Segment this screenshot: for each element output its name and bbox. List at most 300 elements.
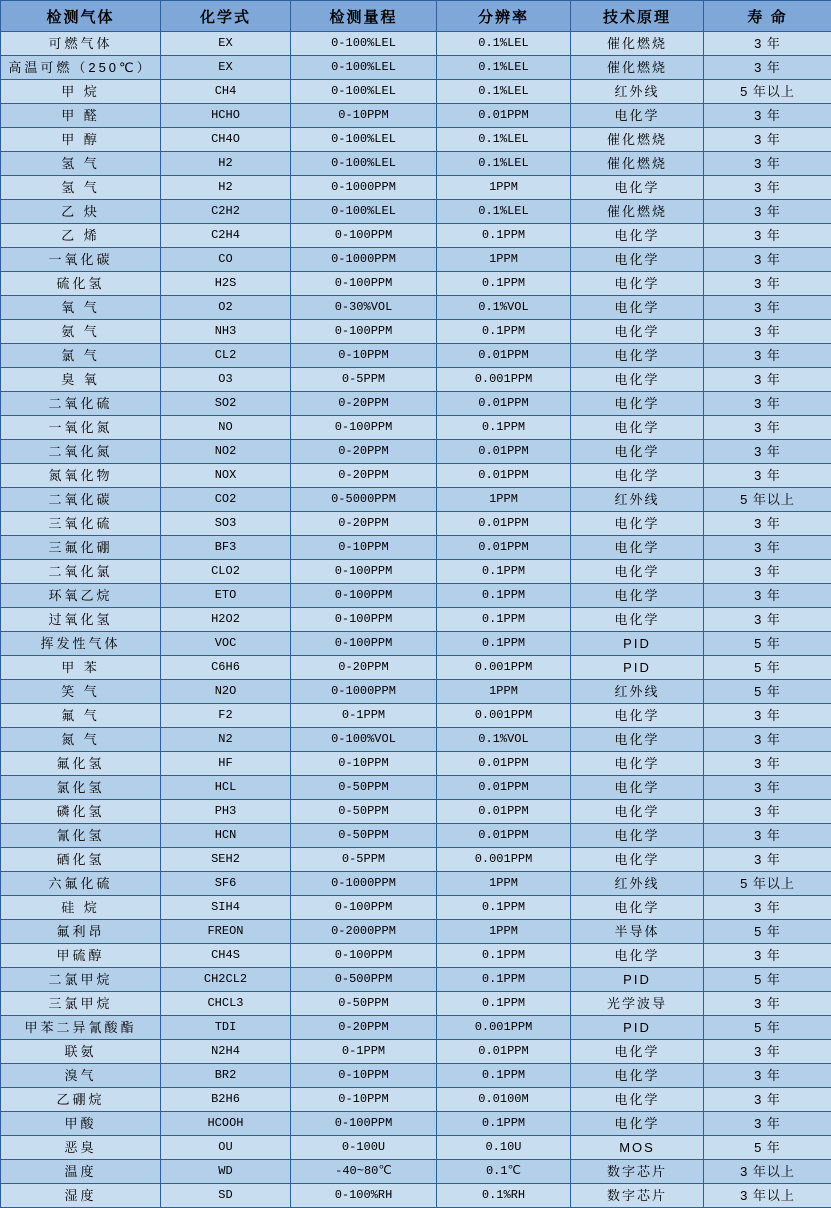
table-row — [1, 1184, 831, 1208]
cell-principle: 电化学 — [571, 1040, 704, 1064]
cell-range: 0-100%LEL — [291, 128, 437, 152]
cell-gas: 氟 气 — [1, 704, 161, 728]
cell-principle: 电化学 — [571, 512, 704, 536]
cell-gas: 氮氧化物 — [1, 464, 161, 488]
cell-resolution: 0.01PPM — [437, 512, 571, 536]
cell-principle: 电化学 — [571, 344, 704, 368]
cell-range: 0-50PPM — [291, 992, 437, 1016]
cell-lifetime: 3 年 — [704, 608, 831, 632]
table-header — [1, 1, 831, 32]
cell-lifetime: 3 年 — [704, 704, 831, 728]
column-header-formula: 化学式 — [161, 1, 291, 32]
cell-lifetime: 3 年 — [704, 944, 831, 968]
cell-formula: B2H6 — [161, 1088, 291, 1112]
cell-gas: 三氟化硼 — [1, 536, 161, 560]
cell-principle: 电化学 — [571, 272, 704, 296]
cell-gas: 氨 气 — [1, 320, 161, 344]
table-row — [1, 992, 831, 1016]
cell-gas: 甲酸 — [1, 1112, 161, 1136]
column-header-lifetime: 寿 命 — [704, 1, 831, 32]
cell-gas: 二氧化碳 — [1, 488, 161, 512]
table-row — [1, 80, 831, 104]
table-row — [1, 824, 831, 848]
table-row — [1, 704, 831, 728]
cell-formula: OU — [161, 1136, 291, 1160]
cell-formula: SD — [161, 1184, 291, 1208]
cell-resolution: 0.1PPM — [437, 1064, 571, 1088]
cell-range: 0-10PPM — [291, 104, 437, 128]
cell-range: 0-10PPM — [291, 752, 437, 776]
cell-range: 0-1PPM — [291, 704, 437, 728]
cell-formula: HCOOH — [161, 1112, 291, 1136]
cell-resolution: 0.1%LEL — [437, 32, 571, 56]
cell-gas: 温度 — [1, 1160, 161, 1184]
cell-resolution: 0.1PPM — [437, 560, 571, 584]
cell-principle: 电化学 — [571, 536, 704, 560]
cell-resolution: 1PPM — [437, 248, 571, 272]
cell-lifetime: 5 年 — [704, 680, 831, 704]
cell-resolution: 0.1%LEL — [437, 128, 571, 152]
column-header-principle: 技术原理 — [571, 1, 704, 32]
cell-gas: 二氧化氯 — [1, 560, 161, 584]
cell-lifetime: 3 年 — [704, 1064, 831, 1088]
table-row — [1, 320, 831, 344]
cell-resolution: 0.1%VOL — [437, 296, 571, 320]
cell-principle: PID — [571, 968, 704, 992]
cell-principle: 电化学 — [571, 104, 704, 128]
cell-formula: SEH2 — [161, 848, 291, 872]
table-row — [1, 176, 831, 200]
cell-gas: 甲 苯 — [1, 656, 161, 680]
table-row — [1, 1040, 831, 1064]
cell-lifetime: 3 年 — [704, 896, 831, 920]
cell-range: 0-30%VOL — [291, 296, 437, 320]
cell-gas: 硅 烷 — [1, 896, 161, 920]
cell-resolution: 0.10U — [437, 1136, 571, 1160]
cell-lifetime: 3 年 — [704, 800, 831, 824]
cell-lifetime: 3 年 — [704, 104, 831, 128]
cell-range: 0-10PPM — [291, 536, 437, 560]
table-row — [1, 896, 831, 920]
cell-range: 0-100%LEL — [291, 200, 437, 224]
cell-range: 0-50PPM — [291, 776, 437, 800]
cell-range: 0-5000PPM — [291, 488, 437, 512]
cell-range: 0-100%LEL — [291, 56, 437, 80]
cell-gas: 氯化氢 — [1, 776, 161, 800]
cell-range: 0-100PPM — [291, 584, 437, 608]
cell-principle: 红外线 — [571, 872, 704, 896]
cell-formula: CH4 — [161, 80, 291, 104]
cell-principle: 电化学 — [571, 368, 704, 392]
cell-lifetime: 3 年 — [704, 248, 831, 272]
table-row — [1, 344, 831, 368]
cell-range: 0-100PPM — [291, 272, 437, 296]
cell-range: 0-100%LEL — [291, 152, 437, 176]
cell-gas: 溴气 — [1, 1064, 161, 1088]
cell-gas: 六氟化硫 — [1, 872, 161, 896]
table-row — [1, 968, 831, 992]
cell-resolution: 0.1PPM — [437, 944, 571, 968]
table-row — [1, 800, 831, 824]
cell-lifetime: 5 年 — [704, 1016, 831, 1040]
table-row — [1, 536, 831, 560]
cell-resolution: 0.01PPM — [437, 824, 571, 848]
cell-resolution: 0.001PPM — [437, 656, 571, 680]
cell-gas: 恶臭 — [1, 1136, 161, 1160]
table-row — [1, 1016, 831, 1040]
cell-formula: SIH4 — [161, 896, 291, 920]
cell-formula: C2H4 — [161, 224, 291, 248]
cell-resolution: 0.01PPM — [437, 1040, 571, 1064]
cell-principle: 电化学 — [571, 440, 704, 464]
cell-range: -40~80℃ — [291, 1160, 437, 1184]
cell-principle: 电化学 — [571, 560, 704, 584]
cell-formula: NOX — [161, 464, 291, 488]
cell-gas: 氧 气 — [1, 296, 161, 320]
cell-formula: H2 — [161, 176, 291, 200]
table-row — [1, 1160, 831, 1184]
cell-lifetime: 3 年 — [704, 128, 831, 152]
cell-formula: H2S — [161, 272, 291, 296]
cell-principle: 电化学 — [571, 752, 704, 776]
table-row — [1, 608, 831, 632]
cell-formula: SF6 — [161, 872, 291, 896]
cell-formula: HF — [161, 752, 291, 776]
cell-range: 0-1000PPM — [291, 872, 437, 896]
cell-gas: 湿度 — [1, 1184, 161, 1208]
cell-principle: 电化学 — [571, 824, 704, 848]
cell-resolution: 0.1PPM — [437, 584, 571, 608]
cell-lifetime: 5 年以上 — [704, 872, 831, 896]
cell-range: 0-10PPM — [291, 1088, 437, 1112]
table-row — [1, 152, 831, 176]
cell-range: 0-1PPM — [291, 1040, 437, 1064]
cell-gas: 乙 炔 — [1, 200, 161, 224]
table-row — [1, 1064, 831, 1088]
cell-gas: 氮 气 — [1, 728, 161, 752]
cell-gas: 三氯甲烷 — [1, 992, 161, 1016]
cell-gas: 氯 气 — [1, 344, 161, 368]
cell-lifetime: 5 年以上 — [704, 488, 831, 512]
cell-lifetime: 3 年 — [704, 536, 831, 560]
cell-principle: 光学波导 — [571, 992, 704, 1016]
cell-resolution: 1PPM — [437, 488, 571, 512]
table-row — [1, 752, 831, 776]
cell-range: 0-100PPM — [291, 416, 437, 440]
cell-lifetime: 3 年 — [704, 992, 831, 1016]
cell-formula: NH3 — [161, 320, 291, 344]
cell-gas: 硫化氢 — [1, 272, 161, 296]
cell-resolution: 0.01PPM — [437, 440, 571, 464]
cell-formula: EX — [161, 56, 291, 80]
cell-principle: 电化学 — [571, 944, 704, 968]
cell-principle: 电化学 — [571, 608, 704, 632]
cell-gas: 环氧乙烷 — [1, 584, 161, 608]
cell-resolution: 0.01PPM — [437, 104, 571, 128]
cell-principle: 数字芯片 — [571, 1160, 704, 1184]
cell-formula: CO — [161, 248, 291, 272]
cell-principle: PID — [571, 1016, 704, 1040]
cell-lifetime: 3 年 — [704, 752, 831, 776]
cell-range: 0-20PPM — [291, 464, 437, 488]
cell-resolution: 0.1PPM — [437, 992, 571, 1016]
table-row — [1, 464, 831, 488]
cell-gas: 氰化氢 — [1, 824, 161, 848]
cell-principle: 电化学 — [571, 176, 704, 200]
cell-formula: BF3 — [161, 536, 291, 560]
cell-formula: HCL — [161, 776, 291, 800]
cell-formula: HCHO — [161, 104, 291, 128]
cell-range: 0-1000PPM — [291, 680, 437, 704]
table-row — [1, 392, 831, 416]
cell-principle: 电化学 — [571, 224, 704, 248]
cell-formula: SO2 — [161, 392, 291, 416]
cell-formula: NO2 — [161, 440, 291, 464]
cell-resolution: 0.1PPM — [437, 272, 571, 296]
cell-lifetime: 5 年 — [704, 656, 831, 680]
cell-lifetime: 3 年 — [704, 464, 831, 488]
cell-gas: 氢 气 — [1, 176, 161, 200]
cell-lifetime: 3 年 — [704, 560, 831, 584]
cell-lifetime: 3 年 — [704, 728, 831, 752]
cell-lifetime: 5 年 — [704, 920, 831, 944]
table-row — [1, 416, 831, 440]
cell-formula: CH4S — [161, 944, 291, 968]
cell-formula: FREON — [161, 920, 291, 944]
cell-lifetime: 3 年 — [704, 1040, 831, 1064]
cell-lifetime: 5 年以上 — [704, 80, 831, 104]
cell-formula: VOC — [161, 632, 291, 656]
table-row — [1, 200, 831, 224]
cell-formula: N2 — [161, 728, 291, 752]
cell-lifetime: 3 年 — [704, 200, 831, 224]
cell-range: 0-20PPM — [291, 512, 437, 536]
cell-lifetime: 3 年 — [704, 416, 831, 440]
cell-lifetime: 3 年 — [704, 848, 831, 872]
cell-lifetime: 5 年 — [704, 1136, 831, 1160]
cell-formula: C2H2 — [161, 200, 291, 224]
cell-formula: H2O2 — [161, 608, 291, 632]
cell-formula: NO — [161, 416, 291, 440]
cell-lifetime: 3 年 — [704, 152, 831, 176]
cell-gas: 二氯甲烷 — [1, 968, 161, 992]
cell-resolution: 0.001PPM — [437, 1016, 571, 1040]
table-row — [1, 224, 831, 248]
table-row — [1, 632, 831, 656]
cell-gas: 磷化氢 — [1, 800, 161, 824]
cell-formula: TDI — [161, 1016, 291, 1040]
cell-resolution: 0.1PPM — [437, 224, 571, 248]
cell-range: 0-100%RH — [291, 1184, 437, 1208]
cell-formula: CO2 — [161, 488, 291, 512]
cell-principle: 电化学 — [571, 392, 704, 416]
cell-range: 0-20PPM — [291, 1016, 437, 1040]
cell-range: 0-100%LEL — [291, 32, 437, 56]
table-row — [1, 56, 831, 80]
cell-resolution: 0.0100M — [437, 1088, 571, 1112]
cell-formula: ETO — [161, 584, 291, 608]
cell-range: 0-100PPM — [291, 896, 437, 920]
cell-principle: 电化学 — [571, 248, 704, 272]
cell-range: 0-1000PPM — [291, 248, 437, 272]
cell-gas: 臭 氧 — [1, 368, 161, 392]
cell-principle: 电化学 — [571, 1064, 704, 1088]
cell-lifetime: 5 年 — [704, 632, 831, 656]
table-row — [1, 728, 831, 752]
cell-gas: 二氧化氮 — [1, 440, 161, 464]
cell-resolution: 0.1%LEL — [437, 56, 571, 80]
table-row — [1, 440, 831, 464]
cell-principle: 电化学 — [571, 296, 704, 320]
cell-gas: 甲 烷 — [1, 80, 161, 104]
cell-gas: 高温可燃（250℃） — [1, 56, 161, 80]
table-row — [1, 272, 831, 296]
cell-gas: 乙 烯 — [1, 224, 161, 248]
cell-range: 0-100PPM — [291, 224, 437, 248]
cell-resolution: 0.1℃ — [437, 1160, 571, 1184]
cell-formula: BR2 — [161, 1064, 291, 1088]
cell-lifetime: 3 年 — [704, 272, 831, 296]
cell-gas: 笑 气 — [1, 680, 161, 704]
cell-gas: 挥发性气体 — [1, 632, 161, 656]
cell-formula: C6H6 — [161, 656, 291, 680]
cell-resolution: 0.01PPM — [437, 464, 571, 488]
cell-lifetime: 3 年 — [704, 584, 831, 608]
cell-formula: F2 — [161, 704, 291, 728]
table-row — [1, 944, 831, 968]
table-row — [1, 848, 831, 872]
cell-resolution: 0.1PPM — [437, 896, 571, 920]
cell-gas: 硒化氢 — [1, 848, 161, 872]
cell-principle: 电化学 — [571, 320, 704, 344]
cell-principle: 催化燃烧 — [571, 128, 704, 152]
cell-lifetime: 3 年 — [704, 776, 831, 800]
cell-range: 0-5PPM — [291, 848, 437, 872]
cell-lifetime: 3 年 — [704, 32, 831, 56]
cell-resolution: 0.01PPM — [437, 536, 571, 560]
cell-resolution: 0.01PPM — [437, 392, 571, 416]
cell-principle: 催化燃烧 — [571, 32, 704, 56]
cell-resolution: 0.01PPM — [437, 752, 571, 776]
cell-principle: PID — [571, 632, 704, 656]
cell-range: 0-100PPM — [291, 632, 437, 656]
cell-principle: 数字芯片 — [571, 1184, 704, 1208]
cell-lifetime: 3 年 — [704, 1112, 831, 1136]
cell-resolution: 0.1%LEL — [437, 152, 571, 176]
cell-formula: N2O — [161, 680, 291, 704]
column-header-range: 检测量程 — [291, 1, 437, 32]
cell-resolution: 0.001PPM — [437, 368, 571, 392]
cell-resolution: 0.01PPM — [437, 800, 571, 824]
cell-lifetime: 3 年 — [704, 296, 831, 320]
cell-range: 0-20PPM — [291, 440, 437, 464]
cell-range: 0-10PPM — [291, 344, 437, 368]
table-row — [1, 32, 831, 56]
cell-gas: 氟利昂 — [1, 920, 161, 944]
cell-principle: 半导体 — [571, 920, 704, 944]
table-row — [1, 776, 831, 800]
cell-resolution: 1PPM — [437, 176, 571, 200]
cell-lifetime: 3 年 — [704, 824, 831, 848]
cell-principle: 电化学 — [571, 584, 704, 608]
cell-lifetime: 3 年以上 — [704, 1184, 831, 1208]
cell-formula: CLO2 — [161, 560, 291, 584]
cell-principle: PID — [571, 656, 704, 680]
table-row — [1, 104, 831, 128]
cell-range: 0-500PPM — [291, 968, 437, 992]
cell-gas: 氟化氢 — [1, 752, 161, 776]
cell-resolution: 0.1%VOL — [437, 728, 571, 752]
table-row — [1, 248, 831, 272]
cell-range: 0-100%VOL — [291, 728, 437, 752]
table-body — [1, 32, 831, 1208]
cell-lifetime: 3 年 — [704, 320, 831, 344]
cell-formula: N2H4 — [161, 1040, 291, 1064]
table-row — [1, 1112, 831, 1136]
cell-resolution: 0.01PPM — [437, 344, 571, 368]
cell-resolution: 0.1PPM — [437, 608, 571, 632]
cell-gas: 甲 醇 — [1, 128, 161, 152]
cell-range: 0-100PPM — [291, 944, 437, 968]
cell-formula: H2 — [161, 152, 291, 176]
cell-lifetime: 3 年 — [704, 392, 831, 416]
cell-resolution: 0.1%RH — [437, 1184, 571, 1208]
cell-gas: 二氧化硫 — [1, 392, 161, 416]
cell-lifetime: 3 年以上 — [704, 1160, 831, 1184]
cell-range: 0-100PPM — [291, 608, 437, 632]
cell-formula: SO3 — [161, 512, 291, 536]
cell-formula: EX — [161, 32, 291, 56]
cell-formula: CH4O — [161, 128, 291, 152]
cell-range: 0-50PPM — [291, 824, 437, 848]
cell-formula: CH2CL2 — [161, 968, 291, 992]
cell-principle: 电化学 — [571, 776, 704, 800]
cell-range: 0-5PPM — [291, 368, 437, 392]
table-row — [1, 512, 831, 536]
cell-gas: 可燃气体 — [1, 32, 161, 56]
cell-range: 0-20PPM — [291, 656, 437, 680]
cell-resolution: 0.1PPM — [437, 320, 571, 344]
cell-resolution: 0.1PPM — [437, 1112, 571, 1136]
cell-principle: 催化燃烧 — [571, 56, 704, 80]
cell-formula: WD — [161, 1160, 291, 1184]
cell-resolution: 0.1PPM — [437, 968, 571, 992]
cell-principle: 电化学 — [571, 848, 704, 872]
cell-lifetime: 3 年 — [704, 344, 831, 368]
cell-resolution: 0.001PPM — [437, 704, 571, 728]
table-row — [1, 584, 831, 608]
cell-resolution: 0.1PPM — [437, 416, 571, 440]
cell-resolution: 0.01PPM — [437, 776, 571, 800]
cell-principle: 电化学 — [571, 896, 704, 920]
cell-principle: 电化学 — [571, 704, 704, 728]
cell-principle: 催化燃烧 — [571, 152, 704, 176]
cell-resolution: 1PPM — [437, 920, 571, 944]
cell-gas: 乙硼烷 — [1, 1088, 161, 1112]
cell-gas: 一氧化碳 — [1, 248, 161, 272]
cell-lifetime: 3 年 — [704, 512, 831, 536]
cell-gas: 甲硫醇 — [1, 944, 161, 968]
cell-principle: 红外线 — [571, 488, 704, 512]
column-header-resolution: 分辨率 — [437, 1, 571, 32]
cell-range: 0-1000PPM — [291, 176, 437, 200]
cell-principle: 红外线 — [571, 80, 704, 104]
cell-lifetime: 3 年 — [704, 176, 831, 200]
table-row — [1, 656, 831, 680]
table-row — [1, 680, 831, 704]
cell-resolution: 0.1%LEL — [437, 80, 571, 104]
cell-principle: 电化学 — [571, 464, 704, 488]
